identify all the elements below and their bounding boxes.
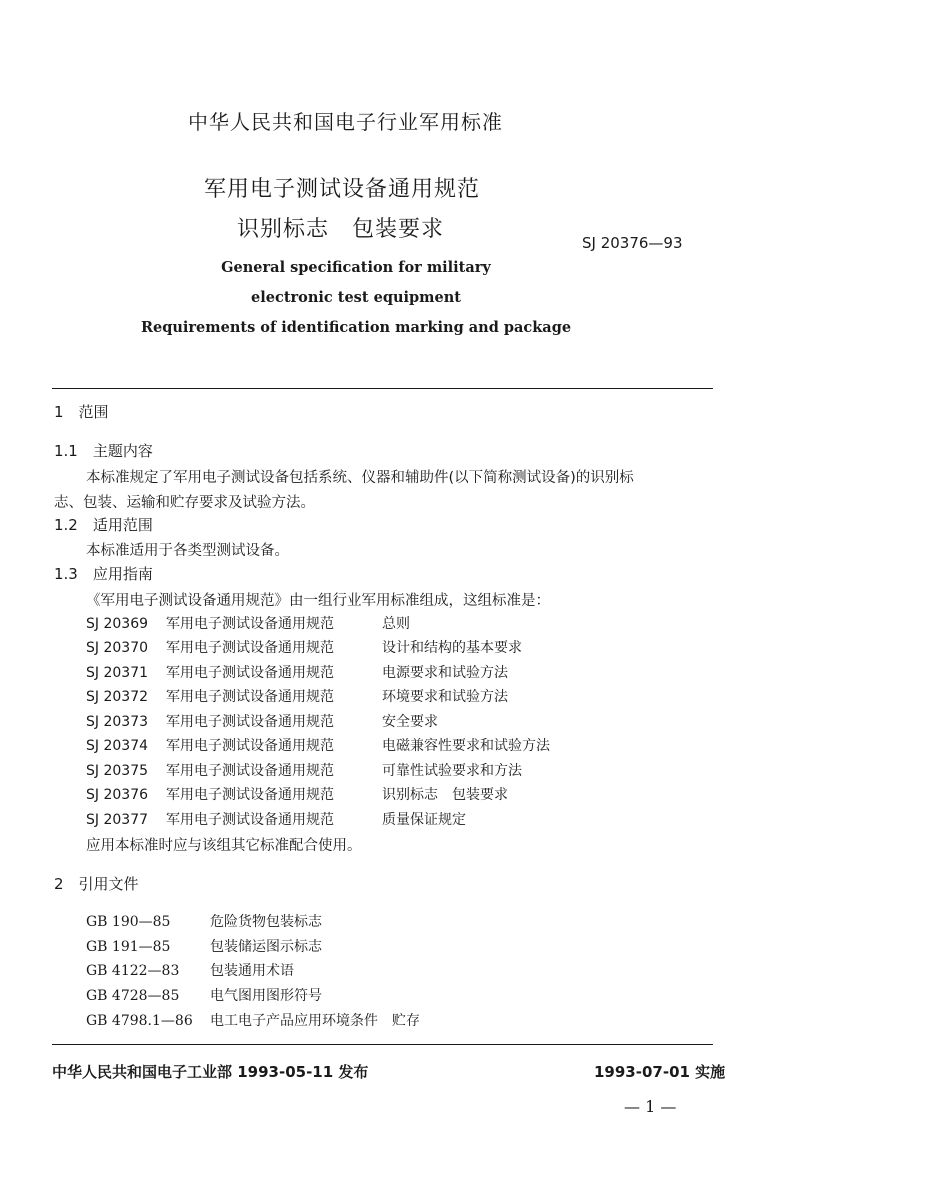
- standard-code-cell: SJ 20376: [86, 787, 149, 803]
- standard-series-cell: 军用电子测试设备通用规范: [166, 616, 334, 632]
- reference-code: GB 191—85: [86, 939, 171, 955]
- standard-part-cell: 安全要求: [382, 714, 438, 730]
- standard-list-item: [86, 686, 508, 706]
- page-number: — 1 —: [624, 1097, 677, 1116]
- reference-title: 包装通用术语: [210, 963, 294, 979]
- standard-code-cell: SJ 20377: [86, 812, 149, 828]
- reference-list-item: [86, 960, 294, 980]
- section-1-2-heading: 1.2 适用范围: [54, 516, 153, 534]
- standard-series-cell: 军用电子测试设备通用规范: [166, 738, 334, 754]
- english-title-line3: Requirements of identification marking and package: [140, 319, 572, 336]
- reference-code: GB 4122—83: [86, 963, 180, 979]
- standard-code-cell: SJ 20375: [86, 763, 149, 779]
- implementation-date: 1993-07-01 实施: [594, 1063, 726, 1081]
- section-1-1-heading: 1.1 主题内容: [54, 442, 153, 460]
- reference-list-item: [86, 1010, 420, 1030]
- standard-part-cell: 设计和结构的基本要求: [382, 640, 522, 656]
- standard-list-item: [86, 760, 522, 780]
- standard-code-cell: SJ 20374: [86, 738, 149, 754]
- standard-part-cell: 电磁兼容性要求和试验方法: [382, 738, 550, 754]
- standard-code-cell: SJ 20372: [86, 689, 149, 705]
- standard-list-item: [86, 613, 410, 633]
- reference-code: GB 4798.1—86: [86, 1013, 193, 1029]
- section-1-1-text-line1: 本标准规定了军用电子测试设备包括系统、仪器和辅助件(以下简称测试设备)的识别标: [86, 470, 634, 486]
- header-divider: [52, 388, 713, 389]
- standard-list-item: [86, 637, 522, 657]
- reference-list-item: [86, 936, 322, 956]
- standard-series-cell: 军用电子测试设备通用规范: [166, 689, 334, 705]
- reference-code: GB 190—85: [86, 914, 171, 930]
- standard-part-cell: 总则: [382, 616, 410, 632]
- english-title-line1: General specification for military: [221, 259, 491, 276]
- standard-series-cell: 军用电子测试设备通用规范: [166, 640, 334, 656]
- reference-title: 危险货物包装标志: [210, 914, 322, 930]
- standard-part-cell: 电源要求和试验方法: [382, 665, 508, 681]
- reference-title: 电工电子产品应用环境条件 贮存: [210, 1013, 420, 1029]
- standard-part-cell: 可靠性试验要求和方法: [382, 763, 522, 779]
- publication-info: 中华人民共和国电子工业部 1993-05-11 发布: [52, 1063, 369, 1081]
- standard-series-cell: 军用电子测试设备通用规范: [166, 714, 334, 730]
- section-1-2-text: 本标准适用于各类型测试设备。: [86, 543, 289, 559]
- standard-part-cell: 质量保证规定: [382, 812, 466, 828]
- reference-title: 包装储运图示标志: [210, 939, 322, 955]
- standard-part-cell: 识别标志 包装要求: [382, 787, 508, 803]
- standard-part-cell: 环境要求和试验方法: [382, 689, 508, 705]
- standard-list-item: [86, 662, 508, 682]
- reference-title: 电气图用图形符号: [210, 988, 322, 1004]
- section-1-heading: 1 范围: [54, 403, 109, 421]
- reference-list-item: [86, 911, 322, 931]
- reference-list-item: [86, 985, 322, 1005]
- standard-series-cell: 军用电子测试设备通用规范: [166, 763, 334, 779]
- standard-series-cell: 军用电子测试设备通用规范: [166, 665, 334, 681]
- standard-list-item: [86, 809, 466, 829]
- section-1-3-heading: 1.3 应用指南: [54, 565, 153, 583]
- standard-code-cell: SJ 20373: [86, 714, 149, 730]
- section-1-3-intro: 《军用电子测试设备通用规范》由一组行业军用标准组成，这组标准是：: [86, 593, 550, 609]
- english-title-line2: electronic test equipment: [251, 289, 461, 306]
- document-title-line1: 军用电子测试设备通用规范: [204, 177, 481, 202]
- standard-code-cell: SJ 20371: [86, 665, 149, 681]
- standard-category-heading: 中华人民共和国电子行业军用标准: [188, 110, 503, 134]
- reference-code: GB 4728—85: [86, 988, 180, 1004]
- standard-list-item: [86, 711, 438, 731]
- standard-code: SJ 20376—93: [582, 234, 683, 252]
- standard-list-item: [86, 735, 550, 755]
- section-2-heading: 2 引用文件: [54, 875, 139, 893]
- standard-code-cell: SJ 20369: [86, 616, 149, 632]
- standard-series-cell: 军用电子测试设备通用规范: [166, 787, 334, 803]
- footer-divider: [52, 1044, 713, 1045]
- standard-list-item: [86, 784, 508, 804]
- standard-code-cell: SJ 20370: [86, 640, 149, 656]
- section-1-1-text-line2: 志、包装、运输和贮存要求及试验方法。: [54, 495, 315, 511]
- section-1-3-closing: 应用本标准时应与该组其它标准配合使用。: [86, 838, 362, 854]
- document-title-line2: 识别标志 包装要求: [237, 217, 445, 242]
- standard-series-cell: 军用电子测试设备通用规范: [166, 812, 334, 828]
